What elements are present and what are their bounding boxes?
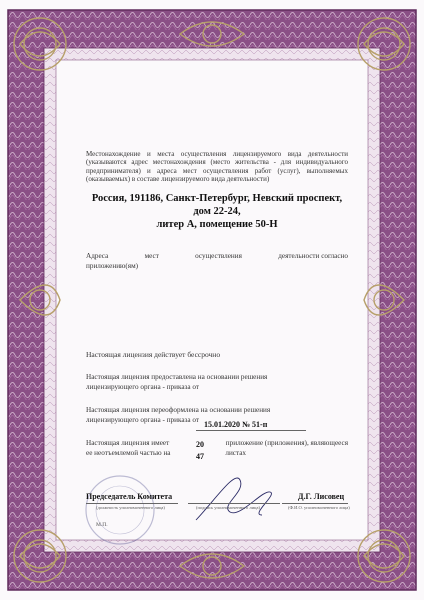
address-caption: Местонахождение и места осуществления лицензируемого вида деятельности (указываются адрес местонахождения (место жительства - для индивидуального предпринимателя) и адреса мест осуществления работ (услуг), выполняемых (оказываемых) в составе лицензируемого вида деятельности) [86,150,348,184]
signer-name: Д.Г. Лисовец [298,492,345,501]
annex-sheets: 47 [196,452,204,461]
places-word: осуществления [195,252,242,260]
seal-mark: М.П. [96,522,108,528]
signer-title: Председатель Комитета [86,492,173,501]
reissued-line-1: Настоящая лицензия переоформлена на основании решения [86,406,271,414]
issued-statement [86,372,348,392]
license-address [86,192,348,231]
address-line-1: Россия, 191186, Санкт-Петербург, Невский проспект, дом 22-24, [91,192,343,217]
annex-count: 20 [196,440,204,449]
annex-line-1-left: Настоящая лицензия имеет [86,439,170,447]
annex-line-2-left: ее неотъемлемой частью на [86,449,171,457]
address-section [86,150,348,231]
places-word: Адреса [86,252,109,260]
places-word: деятельности согласно [278,252,348,260]
validity-statement: Настоящая лицензия действует бессрочно [86,350,221,359]
name-underline [282,503,348,504]
annex-statement [86,438,348,458]
caption-name: (Ф.И.О. уполномоченного лица) [288,505,350,510]
address-line-2: литер А, помещение 50-Н [156,218,278,230]
caption-position: (должность уполномоченного лица) [96,505,165,510]
annex-line-1-right: приложение (приложения), являющееся [225,439,348,447]
title-underline [86,503,178,504]
places-word: мест [144,252,159,260]
reissued-order-date: 15.01.2020 № 51-п [204,420,268,429]
places-annex-ref: приложению(ям) [86,262,139,270]
signature-underline [188,503,280,504]
order-underline [196,430,306,431]
issued-line-1: Настоящая лицензия предоставлена на основании решения [86,373,268,381]
caption-signature: (подпись уполномоченного лица) [196,505,260,510]
official-stamp [86,476,154,544]
reissued-line-2: лицензирующего органа - приказа от [86,416,200,424]
annex-line-2-right: листах [225,449,246,457]
issued-line-2: лицензирующего органа - приказа от [86,383,200,391]
handwritten-signature [196,478,271,520]
places-statement [86,252,348,261]
